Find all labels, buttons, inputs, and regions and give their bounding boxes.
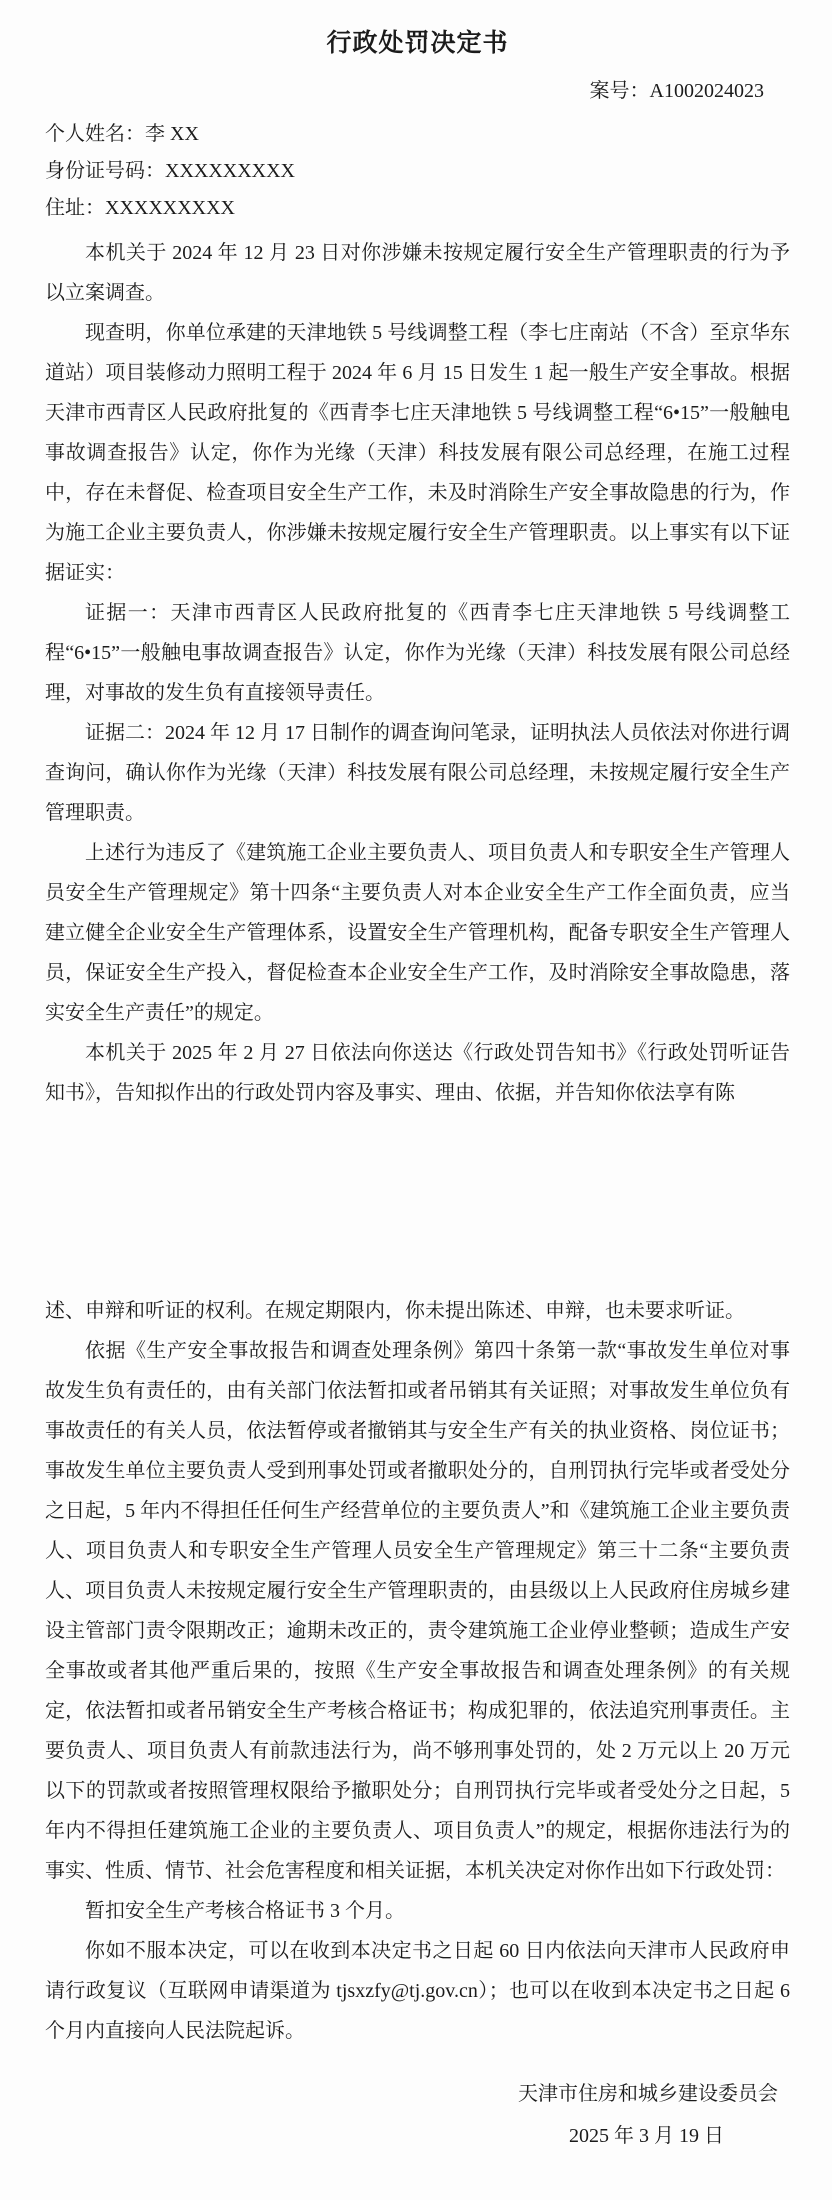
paragraph-evidence-1: 证据一：天津市西青区人民政府批复的《西青李七庄天津地铁 5 号线调整工程“6•15”一般触电事故调查报告》认定，你作为光缘（天津）科技发展有限公司总经理，对事故的发生负有直接领导责任。: [45, 602, 790, 704]
page-break-gap: [45, 1113, 790, 1291]
paragraph-violation: 上述行为违反了《建筑施工企业主要负责人、项目负责人和专职安全生产管理人员安全生产管理规定》第十四条“主要负责人对本企业安全生产工作全面负责，应当建立健全企业安全生产管理体系，设置安全生产管理机构，配备专职安全生产管理人员，保证安全生产投入，督促检查本企业安全生产工作，及时消除安全事故隐患，落实安全生产责任”的规定。: [45, 842, 790, 1024]
paragraph-notification-part2: 述、申辩和听证的权利。在规定期限内，你未提出陈述、申辩，也未要求听证。: [45, 1300, 745, 1322]
signature-date: 2025 年 3 月 19 日: [569, 2125, 724, 2147]
paragraph-legal-basis: 依据《生产安全事故报告和调查处理条例》第四十条第一款“事故发生单位对事故发生负有责任的，由有关部门依法暂扣或者吊销其有关证照；对事故发生单位负有事故责任的有关人员，依法暂停或者撤销其与安全生产有关的执业资格、岗位证书；事故发生单位主要负责人受到刑事处罚或者撤职处分的，自刑罚执行完毕或者受处分之日起，5 年内不得担任任何生产经营单位的主要负责人”和《建筑施工企业主要负责人、项目负责人和专职安全生产管理人员安全生产管理规定》第三十二条“主要负责人、项目负责人未按规定履行安全生产管理职责的，由县级以上人民政府住房城乡建设主管部门责令限期改正；逾期未改正的，责令建筑施工企业停业整顿；造成生产安全事故或者其他严重后果的，按照《生产安全事故报告和调查处理条例》的有关规定，依法暂扣或者吊销安全生产考核合格证书；构成犯罪的，依法追究刑事责任。主要负责人、项目负责人有前款违法行为，尚不够刑事处罚的，处 2 万元以上 20 万元以下的罚款或者按照管理权限给予撤职处分；自刑罚执行完毕或者受处分之日起，5 年内不得担任建筑施工企业的主要负责人、项目负责人”的规定，根据你违法行为的事实、性质、情节、社会危害程度和相关证据，本机关决定对你作出如下行政处罚：: [45, 1340, 790, 1882]
paragraph-case-filing: 本机关于 2024 年 12 月 23 日对你涉嫌未按规定履行安全生产管理职责的行为予以立案调查。: [45, 242, 790, 304]
case-number-line: 案号：A1002024023: [589, 80, 764, 102]
paragraph-appeal-rights: 你如不服本决定，可以在收到本决定书之日起 60 日内依法向天津市人民政府申请行政复议（互联网申请渠道为 tjsxzfy@tj.gov.cn）；也可以在收到本决定书之日起 6 个月内直接向人民法院起诉。: [45, 1940, 790, 2042]
paragraph-evidence-2: 证据二：2024 年 12 月 17 日制作的调查询问笔录，证明执法人员依法对你进行调查询问，确认你作为光缘（天津）科技发展有限公司总经理，未按规定履行安全生产管理职责。: [45, 722, 790, 824]
party-info-block: [45, 116, 790, 227]
paragraph-notification-part1: 本机关于 2025 年 2 月 27 日依法向你送达《行政处罚告知书》《行政处罚听证告知书》，告知拟作出的行政处罚内容及事实、理由、依据，并告知你依法享有陈: [45, 1042, 790, 1104]
document-title: 行政处罚决定书: [326, 30, 509, 57]
party-id-number-line: 身份证号码：XXXXXXXXX: [45, 160, 295, 182]
signature-issuer: 天津市住房和城乡建设委员会: [518, 2083, 778, 2105]
paragraph-findings: 现查明，你单位承建的天津地铁 5 号线调整工程（李七庄南站（不含）至京华东道站）项目装修动力照明工程于 2024 年 6 月 15 日发生 1 起一般生产安全事故。根据天津市西青区人民政府批复的《西青李七庄天津地铁 5 号线调整工程“6•15”一般触电事故调查报告》认定，你作为光缘（天津）科技发展有限公司总经理，在施工过程中，存在未督促、检查项目安全生产工作，未及时消除生产安全事故隐患的行为，作为施工企业主要负责人，你涉嫌未按规定履行安全生产管理职责。以上事实有以下证据证实：: [45, 322, 790, 584]
paragraph-penalty-decision: 暂扣安全生产考核合格证书 3 个月。: [85, 1900, 405, 1922]
party-address-line: 住址：XXXXXXXXX: [45, 197, 235, 219]
party-name-line: 个人姓名：李 XX: [45, 123, 199, 145]
